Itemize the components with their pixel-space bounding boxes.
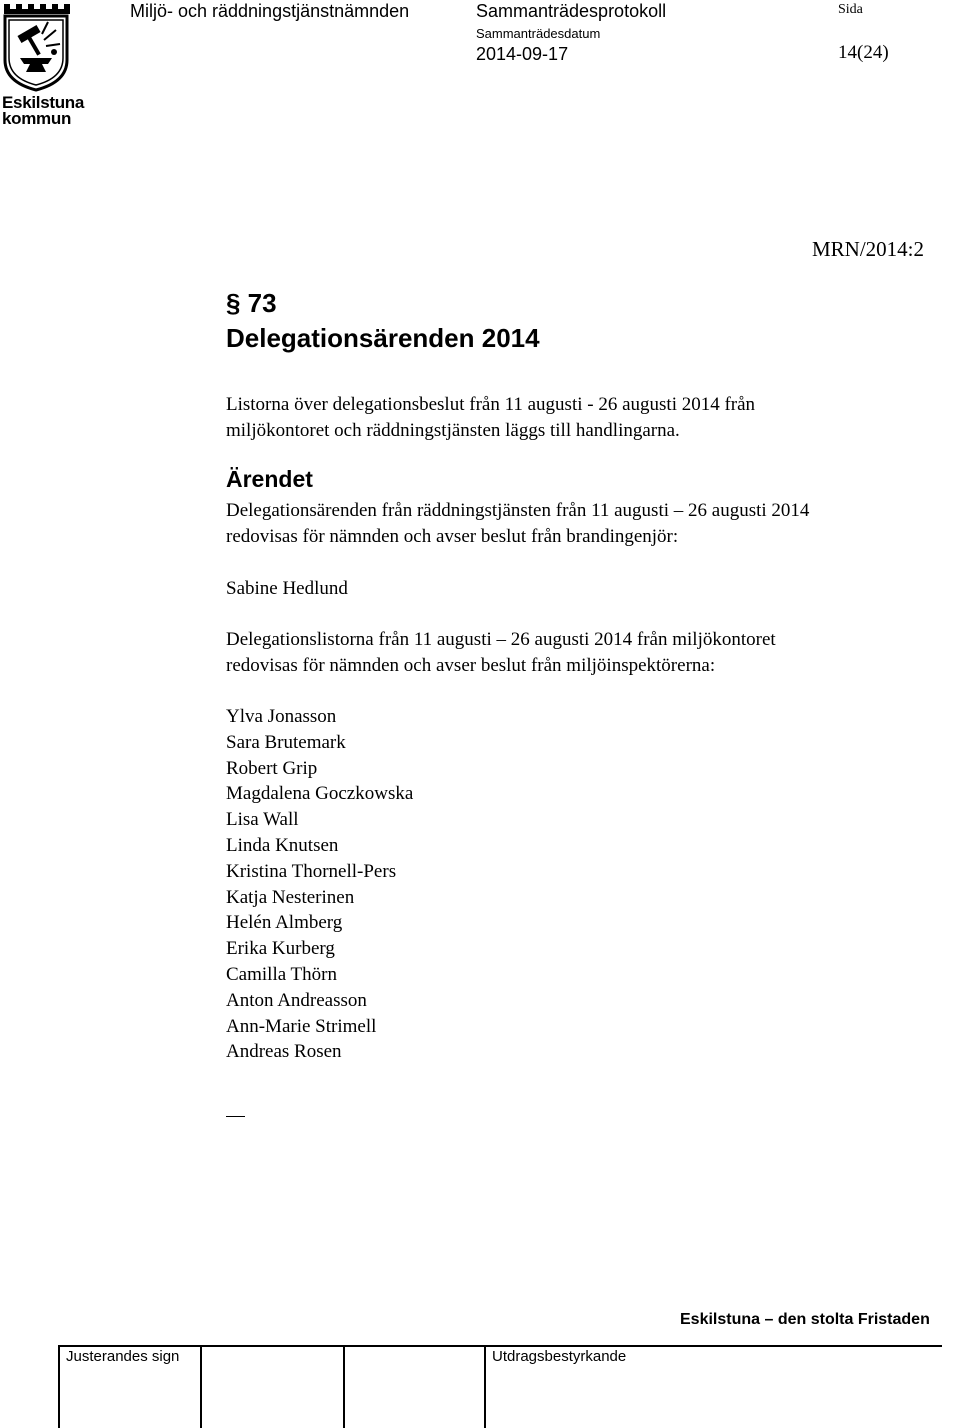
extract-certification-label: Utdragsbestyrkande bbox=[492, 1348, 627, 1365]
list-item: Sara Brutemark bbox=[226, 731, 346, 753]
list-item: Erika Kurberg bbox=[226, 938, 335, 960]
list-item: Anton Andreasson bbox=[226, 989, 367, 1011]
footer-cell-border bbox=[484, 1347, 486, 1428]
case-reference: MRN/2014:2 bbox=[812, 237, 925, 261]
intro-line-2: miljökontoret och räddningstjänsten läggs till handlingarna. bbox=[226, 420, 680, 441]
paragraph-number: § 73 bbox=[226, 288, 277, 318]
list-item: Ylva Jonasson bbox=[226, 706, 337, 727]
fire-service-line-2: redovisas för nämnden och avser beslut från brandingenjör: bbox=[226, 526, 679, 547]
list-item: Linda Knutsen bbox=[226, 834, 339, 856]
end-mark-divider bbox=[226, 1116, 245, 1117]
list-item: Lisa Wall bbox=[226, 809, 299, 831]
paragraph-heading: Delegationsärenden 2014 bbox=[226, 323, 540, 353]
list-item: Robert Grip bbox=[226, 757, 318, 779]
list-item: Kristina Thornell-Pers bbox=[226, 860, 397, 882]
environment-office-line-2: redovisas för nämnden och avser beslut från miljöinspektörerna: bbox=[226, 655, 716, 676]
fire-engineer-name: Sabine Hedlund bbox=[226, 578, 348, 599]
list-item: Helén Almberg bbox=[226, 912, 343, 934]
meeting-date-label: Sammanträdesdatum bbox=[476, 26, 601, 41]
committee-name: Miljö- och räddningstjänstnämnden bbox=[130, 1, 410, 21]
logo-text-eskilstuna: Eskilstuna bbox=[2, 93, 85, 112]
fire-service-line-1: Delegationsärenden från räddningstjänsten från 11 augusti – 26 augusti 2014 bbox=[226, 500, 810, 521]
logo-text-kommun: kommun bbox=[2, 109, 72, 128]
inspector-list bbox=[226, 704, 413, 1065]
footer-cell-border bbox=[200, 1347, 202, 1428]
coat-of-arms-icon bbox=[0, 0, 72, 92]
meeting-date: 2014-09-17 bbox=[476, 44, 569, 64]
intro-line-1: Listorna över delegationsbeslut från 11 augusti - 26 augusti 2014 från bbox=[226, 394, 756, 415]
municipality-logo bbox=[0, 0, 85, 130]
footer-cell-border bbox=[58, 1347, 60, 1428]
document-type: Sammanträdesprotokoll bbox=[476, 1, 667, 21]
footer-cell-border bbox=[343, 1347, 345, 1428]
environment-office-line-1: Delegationslistorna från 11 augusti – 26 augusti 2014 från miljökontoret bbox=[226, 629, 776, 650]
list-item: Magdalena Goczkowska bbox=[226, 783, 414, 805]
list-item: Camilla Thörn bbox=[226, 963, 337, 985]
page-label: Sida bbox=[838, 2, 863, 17]
footer-divider bbox=[58, 1345, 942, 1347]
list-item: Ann-Marie Strimell bbox=[226, 1015, 377, 1037]
section-heading: Ärendet bbox=[226, 466, 313, 492]
page-number: 14(24) bbox=[838, 42, 889, 63]
list-item: Katja Nesterinen bbox=[226, 886, 355, 908]
footer-slogan: Eskilstuna – den stolta Fristaden bbox=[680, 1311, 930, 1328]
list-item: Andreas Rosen bbox=[226, 1041, 342, 1063]
signature-label: Justerandes sign bbox=[66, 1348, 180, 1365]
